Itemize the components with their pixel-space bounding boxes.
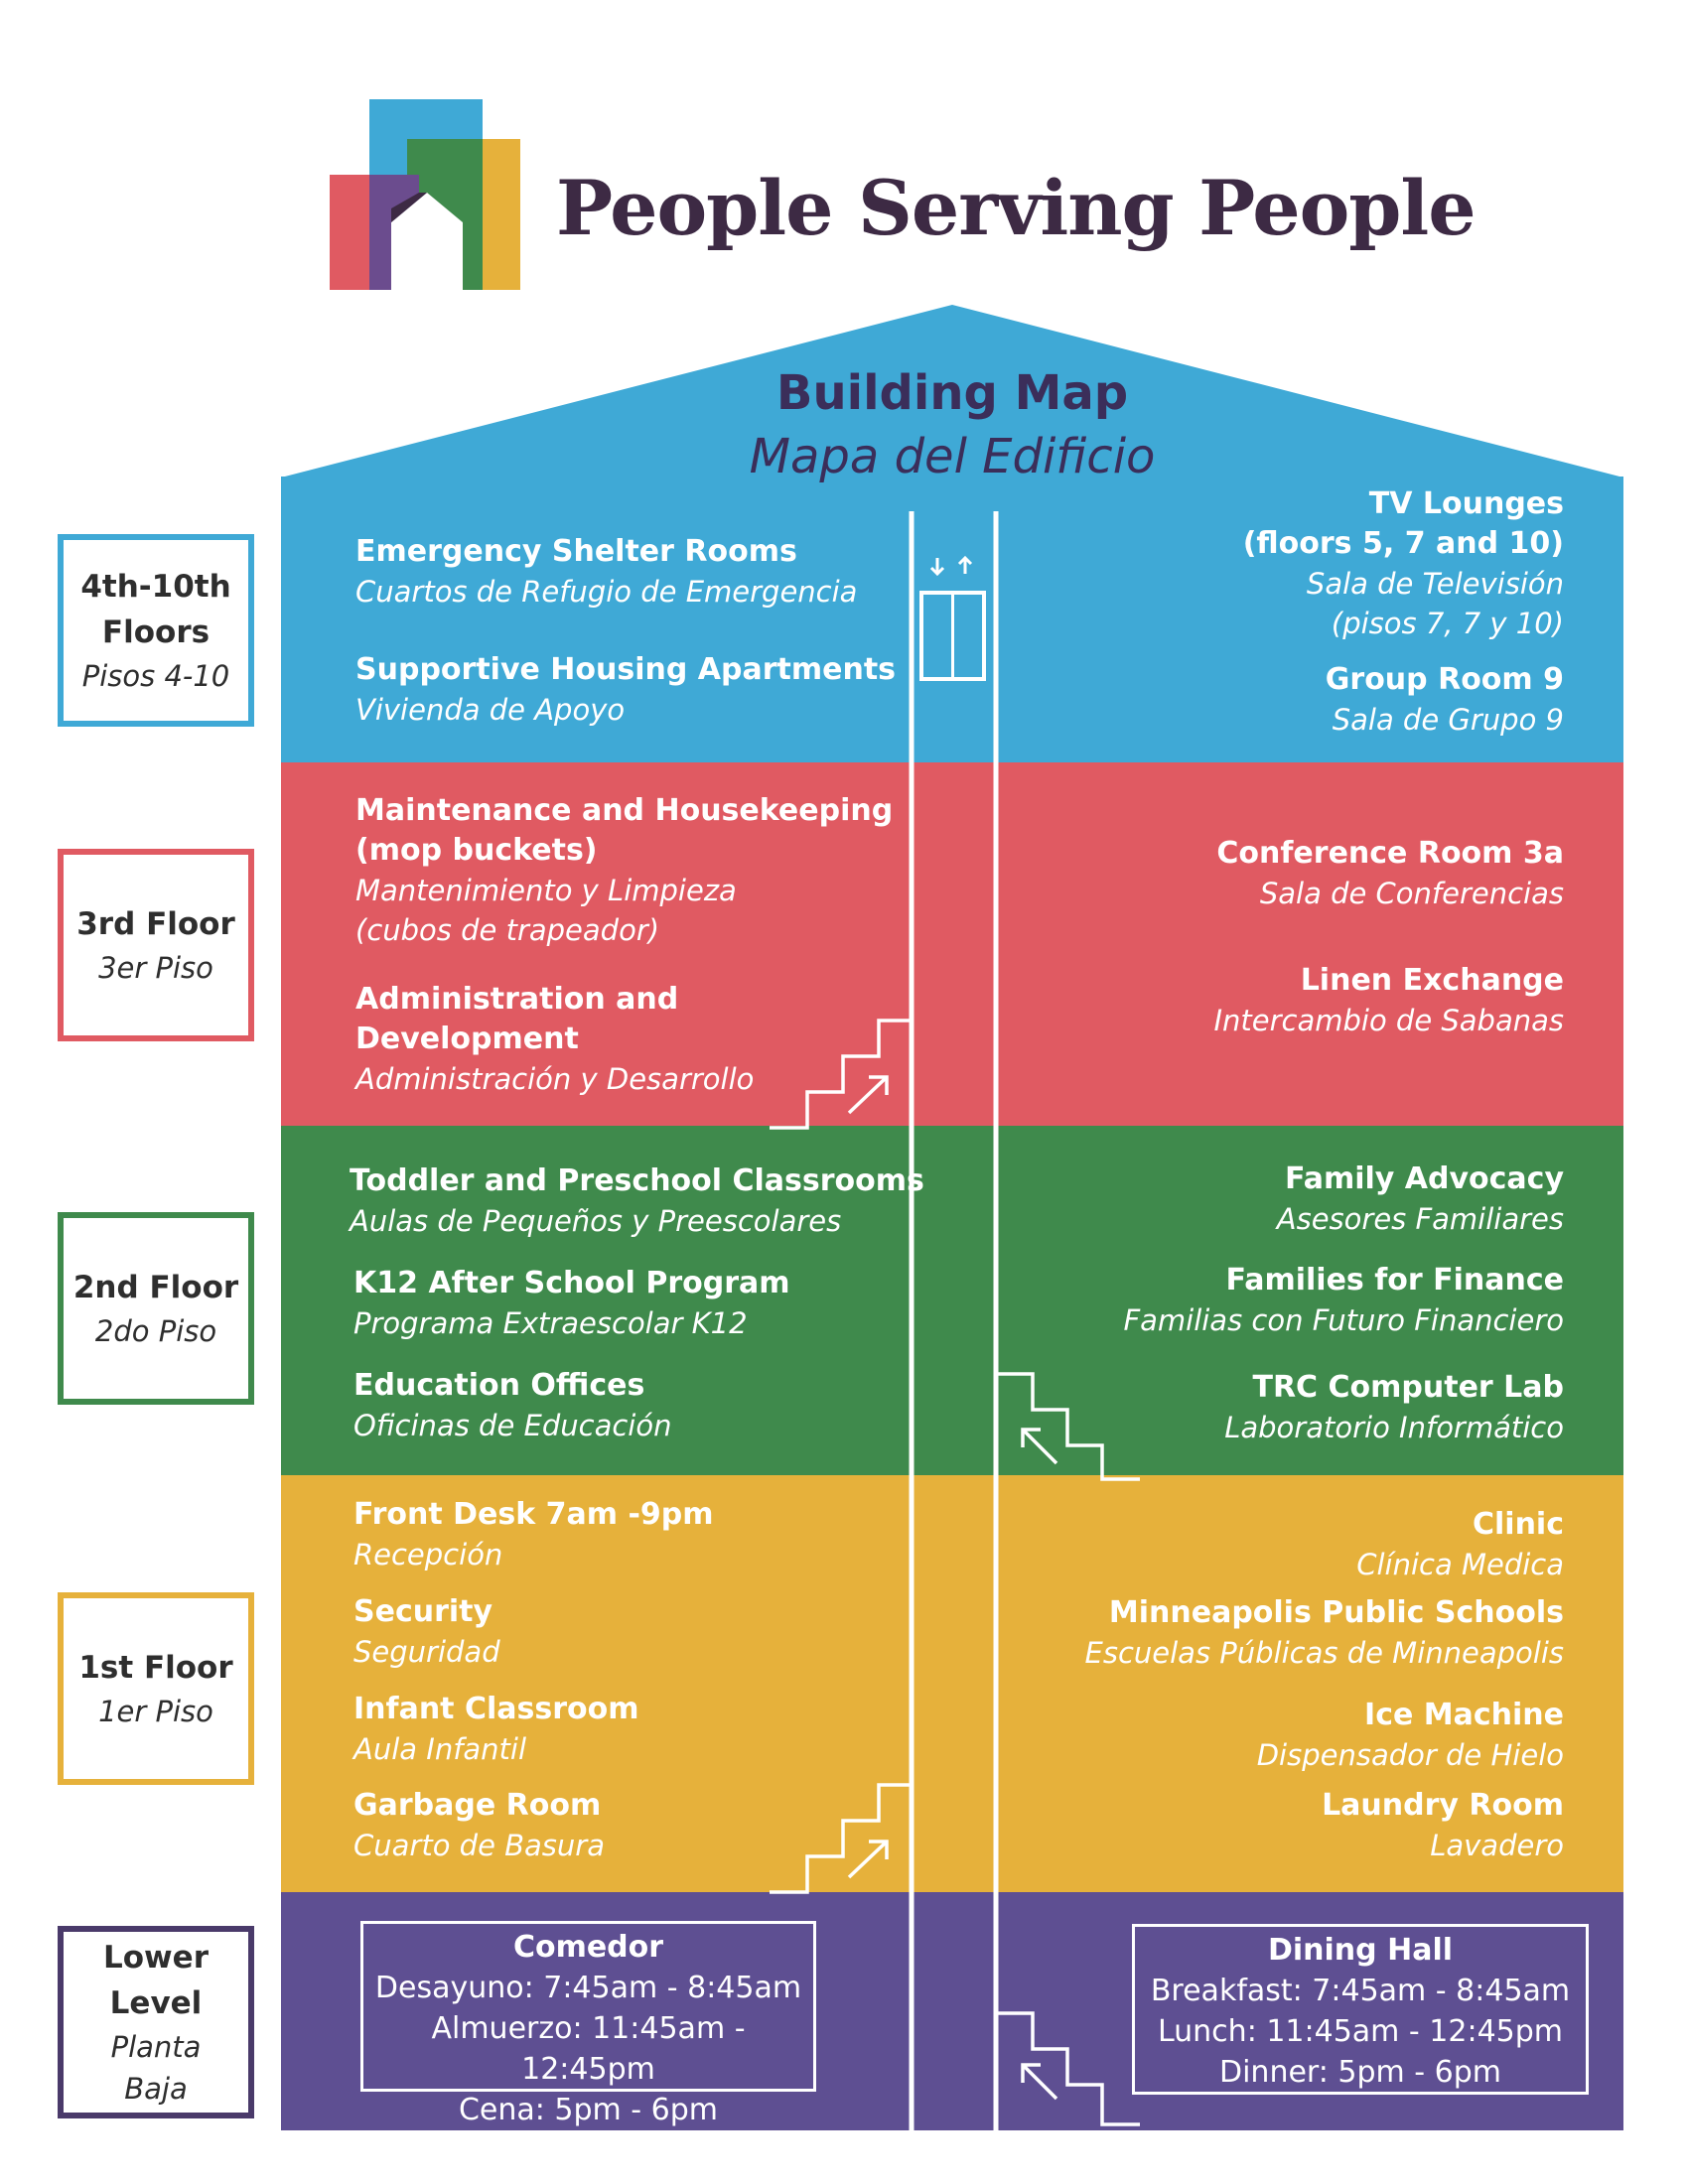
room-clinic: Clinic Clínica Medica — [1356, 1507, 1564, 1581]
room-families-for-finance: Families for Finance Familias con Futuro Financiero — [1123, 1263, 1564, 1337]
floor-label-sub: 2do Piso — [94, 1314, 217, 1348]
room-family-advocacy: Family Advocacy Asesores Familiares — [1276, 1161, 1564, 1236]
room-group-9: Group Room 9 Sala de Grupo 9 — [1325, 662, 1564, 737]
room-k12-after-school: K12 After School Program Programa Extraescolar K12 — [353, 1266, 790, 1340]
floor-label-lower — [58, 1926, 254, 2118]
room-laundry: Laundry Room Lavadero — [1322, 1788, 1564, 1862]
room-supportive-housing: Supportive Housing Apartments Vivienda de Apoyo — [355, 652, 897, 727]
room-security: Security Seguridad — [353, 1594, 500, 1669]
floor-label-name: 4th-10th Floors — [80, 569, 231, 650]
room-toddler-preschool: Toddler and Preschool Classrooms Aulas de Pequeños y Preescolares — [350, 1163, 924, 1238]
floor-label-name: 2nd Floor — [72, 1270, 239, 1305]
room-minneapolis-public-schools: Minneapolis Public Schools Escuelas Públicas de Minneapolis — [1084, 1595, 1564, 1670]
floor-label-4-10 — [58, 534, 254, 727]
room-front-desk: Front Desk 7am -9pm Recepción — [353, 1497, 714, 1571]
room-conference-3a: Conference Room 3a Sala de Conferencias — [1216, 836, 1564, 910]
room-education-offices: Education Offices Oficinas de Educación — [353, 1368, 672, 1442]
floor-label-sub: Pisos 4-10 — [81, 659, 230, 693]
floor-label-sub: 3er Piso — [98, 951, 213, 985]
dining-hours-english: Dining Hall Breakfast: 7:45am - 8:45am Lunch: 11:45am - 12:45pm Dinner: 5pm - 6pm — [1132, 1924, 1589, 2095]
room-administration: Administration and Development Administración y Desarrollo — [355, 982, 755, 1096]
floor-label-sub: 1er Piso — [98, 1695, 213, 1728]
room-tv-lounges: TV Lounges (floors 5, 7 and 10) Sala de Televisión (pisos 7, 7 y 10) — [1242, 486, 1564, 640]
room-ice-machine: Ice Machine Dispensador de Hielo — [1256, 1698, 1564, 1772]
room-infant-classroom: Infant Classroom Aula Infantil — [353, 1692, 639, 1766]
elevator-icon — [921, 558, 984, 679]
brand-name: People Serving People — [556, 164, 1476, 252]
floor-label-sub: Planta Baja — [110, 2030, 202, 2106]
page-subtitle: Mapa del Edificio — [749, 429, 1156, 484]
dining-hours-spanish: Comedor Desayuno: 7:45am - 8:45am Almuerzo: 11:45am - 12:45pm Cena: 5pm - 6pm — [360, 1921, 816, 2092]
floor-label-1 — [58, 1592, 254, 1785]
room-trc-computer-lab: TRC Computer Lab Laboratorio Informático — [1224, 1370, 1564, 1444]
room-emergency-shelter: Emergency Shelter Rooms Cuartos de Refugio de Emergencia — [355, 534, 858, 609]
floor-label-name: 1st Floor — [78, 1650, 233, 1686]
room-maintenance: Maintenance and Housekeeping (mop buckets) Mantenimiento y Limpieza (cubos de trapeador) — [355, 793, 894, 947]
room-linen-exchange: Linen Exchange Intercambio de Sabanas — [1213, 963, 1564, 1037]
floor-label-name: 3rd Floor — [76, 906, 235, 942]
room-garbage: Garbage Room Cuarto de Basura — [353, 1788, 605, 1862]
floor-label-name: Lower Level — [102, 1940, 209, 2021]
floor-label-3 — [58, 849, 254, 1041]
page-title: Building Map — [775, 365, 1129, 421]
floor-label-2 — [58, 1212, 254, 1405]
